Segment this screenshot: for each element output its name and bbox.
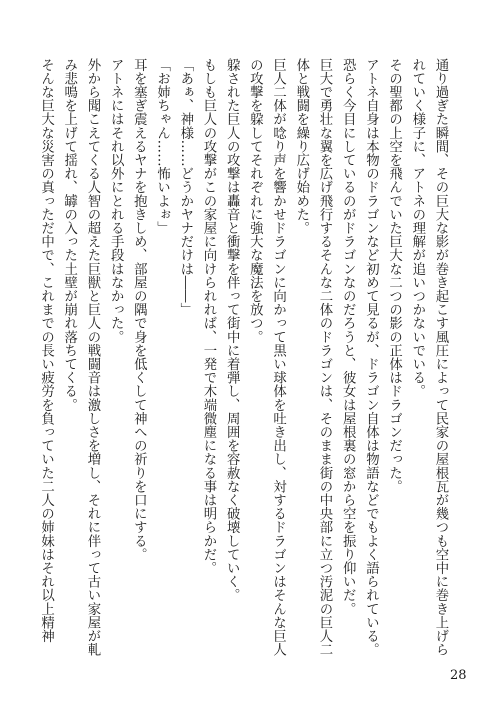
paragraph: アトネ自身は本物のドラゴンなど初めて見るが、ドラゴン自体は物語などでもよく語られている。恐らく今目にしているのがドラゴンなのだろうと、彼女は屋根裏の窓から空を振り仰いだ。	[340, 58, 379, 657]
page-number: 28	[450, 668, 467, 683]
dialogue-line: 「あぁ、神様……どうかヤナだけは――」	[177, 58, 193, 317]
paragraph: その聖都の上空を飛んでいた巨大な二つの影の正体はドラゴンだった。	[386, 58, 402, 494]
paragraph: アトネにはそれ以外にとれる手段はなかった。	[108, 58, 124, 344]
dialogue-line: 「お姉ちゃん……怖いよぉ」	[154, 58, 170, 235]
paragraph: 耳を塞ぎ震えるヤナを抱きしめ、部屋の隅で身を低くして神への祈りを口にする。	[131, 58, 147, 562]
paragraph: 躱された巨人の攻撃は轟音と衝撃を伴って街中に着弾し、周囲を容赦なく破壊していく。	[224, 58, 240, 602]
paragraph: 巨人二体が唸り声を響かせドラゴンに向かって黒い球体を吐き出し、対するドラゴンはそんな巨人の攻撃を躱してそれぞれに強大な魔法を放つ。	[247, 58, 286, 657]
paragraph: そんな巨大な災害の真っただ中で、これまでの長い疲労を負っていた二人の姉妹はそれ以上精神	[38, 58, 54, 643]
vertical-text-body	[38, 58, 452, 658]
paragraph: もしも巨人の攻撃がこの家屋に向けられれば、一発で木端微塵になる事は明らかだ。	[200, 58, 216, 575]
paragraph: 巨大で勇壮な翼を広げ飛行するそんな二体のドラゴンは、そのまま街の中央部に立つ汚泥の巨人二体と戦闘を繰り広げ始めた。	[293, 58, 332, 657]
paragraph: 通り過ぎた瞬間、その巨大な影が巻き起こす風圧によって民家の屋根瓦が幾つも空中に巻き上げられていく様子に、アトネの理解が追いつかないでいる。	[409, 58, 448, 657]
paragraph: 外から聞こえてくる人智の超えた巨獣と巨人の戦闘音は激しさを増し、それに伴って古い家屋が軋み悲鳴を上げて揺れ、罅の入った土壁が崩れ落ちてくる。	[61, 58, 100, 657]
